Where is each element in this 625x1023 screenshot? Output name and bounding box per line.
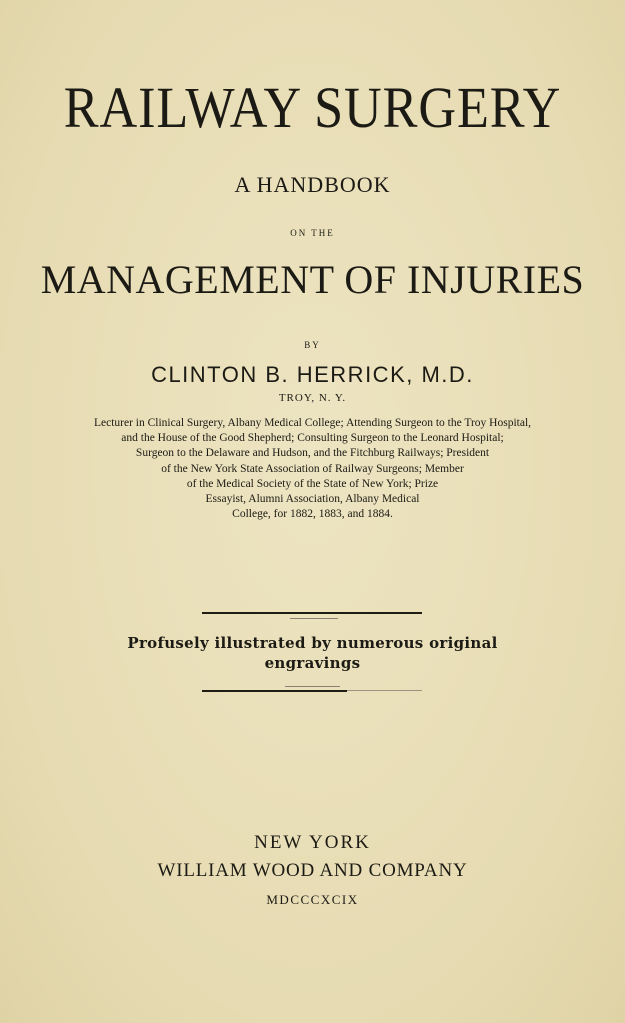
- credentials-line: College, for 1882, 1883, and 1884.: [232, 508, 393, 521]
- credentials-line: Lecturer in Clinical Surgery, Albany Medical College; Attending Surgeon to the Troy Hospital,: [93, 417, 532, 429]
- by-text: BY: [304, 340, 321, 350]
- divider-rule: [285, 686, 340, 687]
- divider-rule: [347, 690, 422, 691]
- divider-rule: [202, 612, 422, 614]
- divider-rule: [202, 690, 347, 692]
- credentials-line: Essayist, Alumni Association, Albany Medical: [205, 493, 420, 506]
- book-subtitle: A HANDBOOK: [234, 172, 391, 197]
- credentials-line: of the Medical Society of the State of New York; Prize: [186, 477, 439, 490]
- publication-city: NEW YORK: [254, 832, 371, 853]
- connector-text: ON THE: [290, 228, 335, 238]
- credentials-line: Surgeon to the Delaware and Hudson, and the Fitchburg Railways; President: [135, 447, 490, 460]
- divider-rule: [290, 618, 338, 619]
- publisher-name: WILLIAM WOOD AND COMPANY: [157, 860, 468, 881]
- credentials-line: of the New York State Association of Railway Surgeons; Member: [161, 462, 464, 475]
- book-subject: MANAGEMENT OF INJURIES: [40, 257, 585, 302]
- author-name: CLINTON B. HERRICK, M.D.: [151, 362, 474, 387]
- publication-year: MDCCCXCIX: [266, 892, 359, 907]
- illustration-note: Profusely illustrated by numerous original: [127, 634, 498, 652]
- book-title: RAILWAY SURGERY: [63, 75, 562, 140]
- author-credentials: [10, 416, 615, 522]
- credentials-line: and the House of the Good Shepherd; Consulting Surgeon to the Leonard Hospital;: [121, 432, 504, 445]
- author-place: TROY, N. Y.: [278, 392, 347, 404]
- illustration-note: engravings: [264, 654, 361, 672]
